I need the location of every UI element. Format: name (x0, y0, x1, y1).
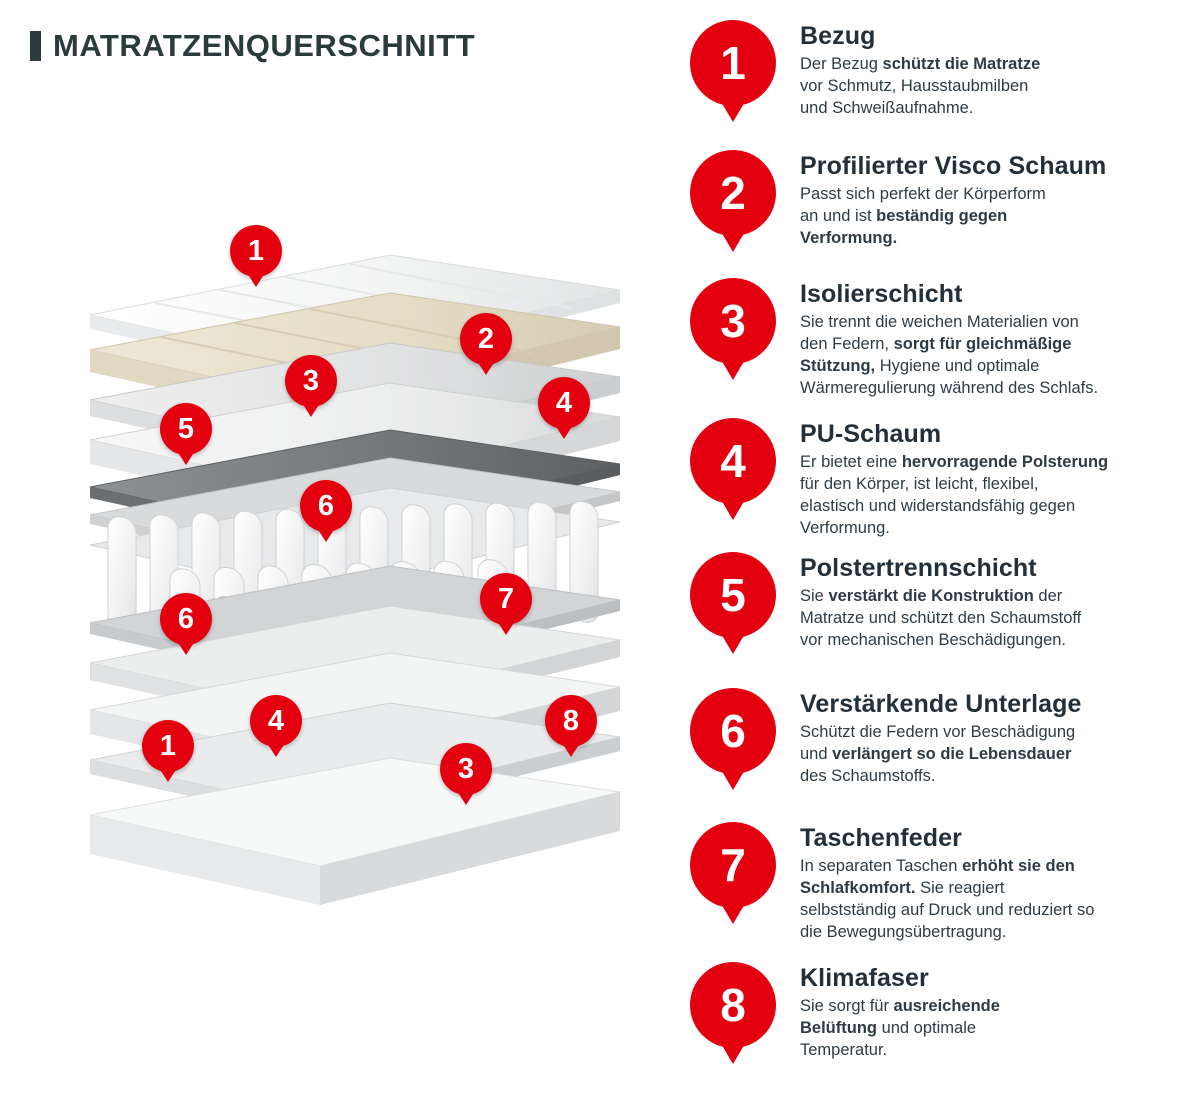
legend-title-1: Bezug (800, 22, 876, 50)
legend-item-4[interactable] (690, 418, 1190, 540)
legend-list (690, 0, 1190, 1097)
illustration-marker-1[interactable]: 1 (230, 225, 282, 277)
legend-marker-7: 7 (690, 822, 776, 908)
mattress-cross-section-illustration (60, 215, 660, 955)
illustration-marker-3-bottom[interactable]: 3 (440, 743, 492, 795)
legend-marker-5: 5 (690, 552, 776, 638)
legend-item-7[interactable] (690, 822, 1190, 944)
legend-desc-8: Sie sorgt für ausreichende Belüftung und optimale Temperatur. (800, 997, 1000, 1059)
legend-item-3[interactable] (690, 278, 1190, 400)
title-label: MATRATZENQUERSCHNITT (53, 28, 476, 63)
legend-item-5[interactable] (690, 552, 1190, 652)
legend-title-2: Profilierter Visco Schaum (800, 152, 1107, 180)
illustration-marker-1-bottom[interactable]: 1 (142, 720, 194, 772)
illustration-marker-6-top[interactable]: 6 (300, 480, 352, 532)
illustration-marker-7[interactable]: 7 (480, 573, 532, 625)
legend-desc-7: In separaten Taschen erhöht sie den Schlafkomfort. Sie reagiert selbstständig auf Druck und reduziert so die Bewegungsübertragung. (800, 857, 1095, 941)
legend-marker-6: 6 (690, 688, 776, 774)
legend-item-1[interactable] (690, 20, 1190, 120)
legend-title-4: PU-Schaum (800, 420, 942, 448)
legend-title-5: Polstertrennschicht (800, 554, 1037, 582)
legend-desc-3: Sie trennt die weichen Materialien von den Federn, sorgt für gleichmäßige Stützung, Hygiene und optimale Wärmeregulierung während des Schlafs. (800, 313, 1099, 397)
illustration-marker-4[interactable]: 4 (538, 377, 590, 429)
legend-marker-2: 2 (690, 150, 776, 236)
legend-desc-5: Sie verstärkt die Konstruktion der Matratze und schützt den Schaumstoff vor mechanischen Beschädigungen. (800, 587, 1082, 649)
legend-desc-4: Er bietet eine hervorragende Polsterung für den Körper, ist leicht, flexibel, elastisch und widerstandsfähig gegen Verformung. (800, 453, 1109, 537)
legend-marker-1: 1 (690, 20, 776, 106)
legend-title-8: Klimafaser (800, 964, 929, 992)
legend-marker-4: 4 (690, 418, 776, 504)
title-accent-bar (30, 31, 41, 61)
legend-item-2[interactable] (690, 150, 1190, 250)
illustration-marker-3[interactable]: 3 (285, 355, 337, 407)
illustration-marker-4-bottom[interactable]: 4 (250, 695, 302, 747)
legend-title-7: Taschenfeder (800, 824, 962, 852)
illustration-marker-8[interactable]: 8 (545, 695, 597, 747)
page-title (30, 28, 475, 64)
legend-marker-3: 3 (690, 278, 776, 364)
illustration-marker-2[interactable]: 2 (460, 313, 512, 365)
legend-desc-1: Der Bezug schützt die Matratze vor Schmutz, Hausstaubmilben und Schweißaufnahme. (800, 55, 1041, 117)
legend-desc-6: Schützt die Federn vor Beschädigung und verlängert so die Lebensdauer des Schaumstoffs. (800, 723, 1076, 785)
legend-marker-8: 8 (690, 962, 776, 1048)
legend-title-3: Isolierschicht (800, 280, 963, 308)
legend-title-6: Verstärkende Unterlage (800, 690, 1082, 718)
legend-desc-2: Passt sich perfekt der Körperform an und ist beständig gegen Verformung. (800, 185, 1046, 247)
mattress-layers-svg (60, 215, 660, 955)
illustration-marker-5[interactable]: 5 (160, 403, 212, 455)
legend-item-6[interactable] (690, 688, 1190, 788)
illustration-marker-6-bottom[interactable]: 6 (160, 593, 212, 645)
legend-item-8[interactable] (690, 962, 1190, 1062)
